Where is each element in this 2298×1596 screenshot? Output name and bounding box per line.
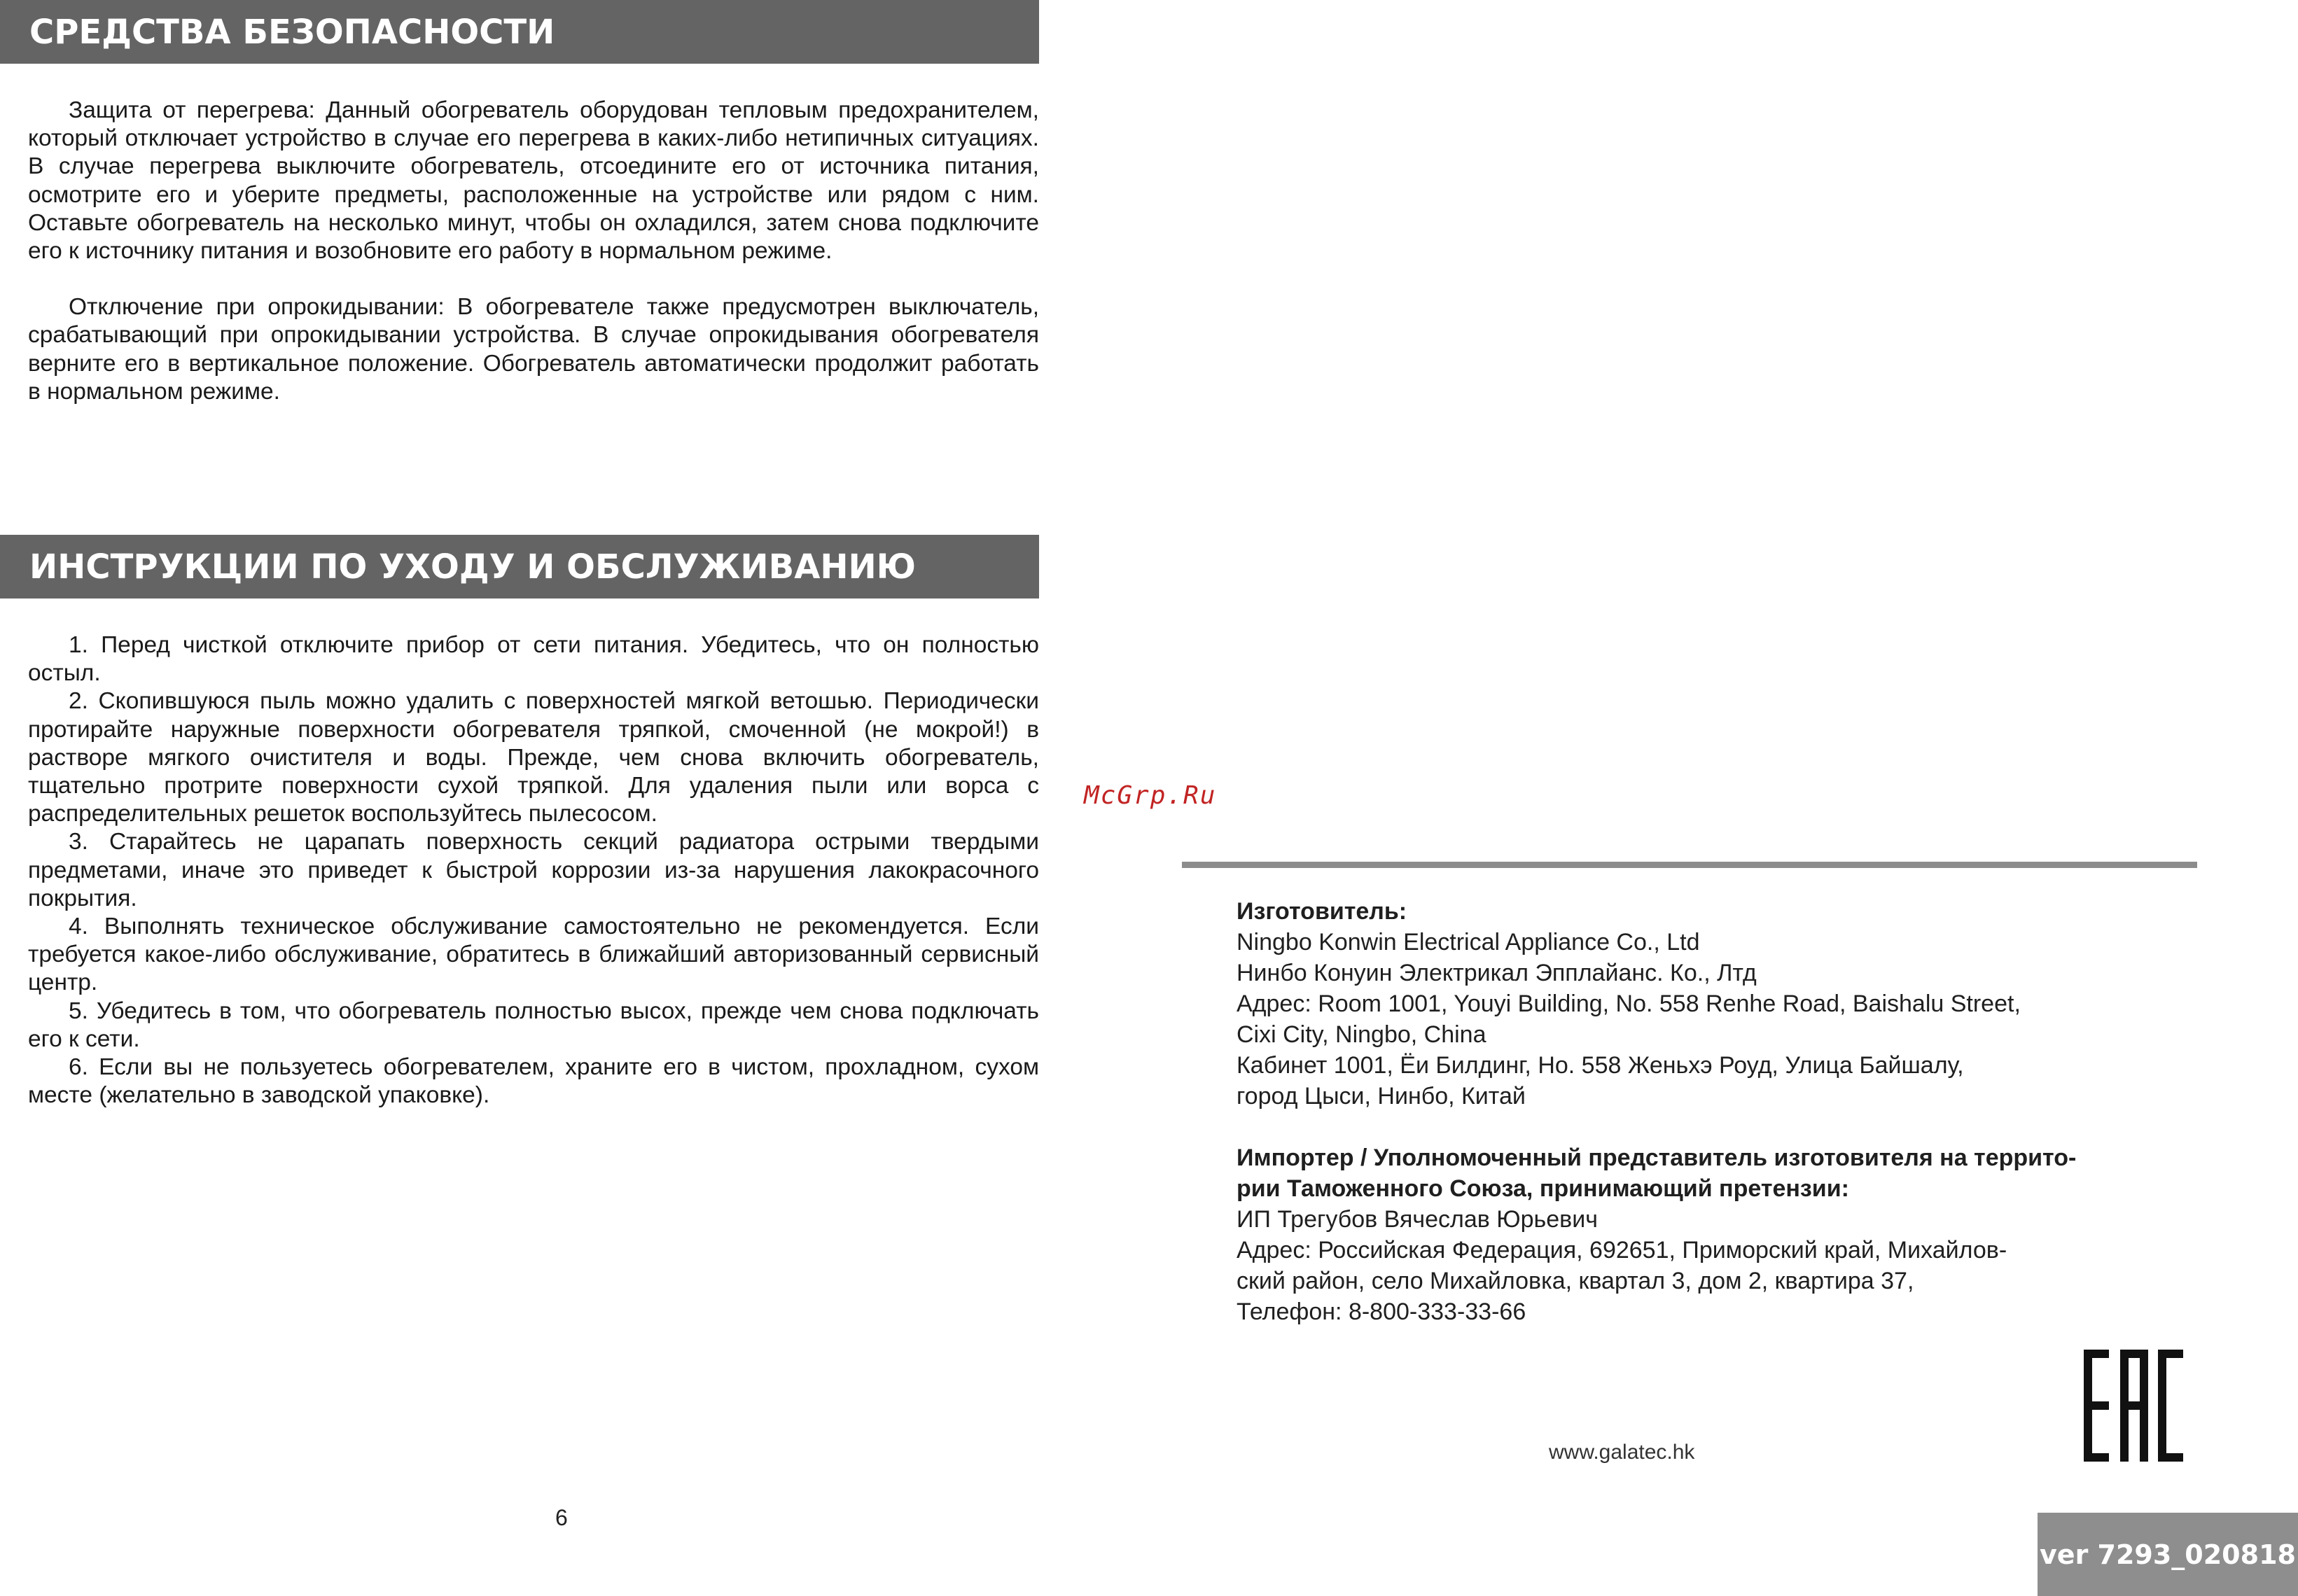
importer-line: Адрес: Российская Федерация, 692651, Приморский край, Михайлов- xyxy=(1237,1237,2007,1264)
importer-heading: Импортер / Уполномоченный представитель изготовителя на террито- xyxy=(1237,1144,2077,1171)
manufacturer-block xyxy=(1237,896,2105,1112)
manufacturer-line: Ningbo Konwin Electrical Appliance Co., Ltd xyxy=(1237,929,1700,955)
overheat-protection-paragraph: Защита от перегрева: Данный обогреватель оборудован тепловым предохранителем, который отключает устройство в случае его перегрева в каких-либо нетипичных ситуациях. В случае перегрева выключите обогреватель, отсоедините его от источника питания, осмотрите его и уберите предметы, расположенные на устройстве или рядом с ним. Оставьте обогреватель на несколько минут, чтобы он охладился, затем снова подключите его к источнику питания и возобновите его работу в нормальном режиме. xyxy=(28,97,1039,265)
importer-line: ский район, село Михайловка, квартал 3, дом 2, квартира 37, xyxy=(1237,1268,1914,1294)
manufacturer-line: Cixi City, Ningbo, China xyxy=(1237,1021,1486,1048)
importer-heading: рии Таможенного Союза, принимающий претензии: xyxy=(1237,1175,1849,1202)
version-label: ver 7293_020818 xyxy=(2040,1539,2296,1570)
website-url: www.galatec.hk xyxy=(1549,1441,1695,1464)
manufacturer-line: Кабинет 1001, Ёи Билдинг, Но. 558 Женьхэ Роуд, Улица Байшалу, xyxy=(1237,1052,1964,1079)
manufacturer-line: город Цыси, Нинбо, Китай xyxy=(1237,1083,1526,1110)
safety-section-header xyxy=(0,0,1039,64)
importer-block xyxy=(1237,1142,2105,1327)
care-section-header xyxy=(0,535,1039,598)
safety-section-title: СРЕДСТВА БЕЗОПАСНОСТИ xyxy=(29,12,555,52)
care-section-title: ИНСТРУКЦИИ ПО УХОДУ И ОБСЛУЖИВАНИЮ xyxy=(29,547,917,587)
watermark: McGrp.Ru xyxy=(1084,781,1217,810)
care-item: 3. Старайтесь не царапать поверхность секций радиатора острыми твердыми предметами, иначе это приведет к быстрой коррозии из-за нарушения лакокрасочного покрытия. xyxy=(28,829,1039,911)
care-item: 5. Убедитесь в том, что обогреватель полностью высох, прежде чем снова подключать его к сети. xyxy=(28,997,1039,1052)
care-item: 4. Выполнять техническое обслуживание самостоятельно не рекомендуется. Если требуется какое-либо обслуживание, обратитесь в ближайший авторизованный сервисный центр. xyxy=(28,913,1039,996)
importer-line: Телефон: 8-800-333-33-66 xyxy=(1237,1298,1526,1325)
care-item: 1. Перед чисткой отключите прибор от сети питания. Убедитесь, что он полностью остыл. xyxy=(28,632,1039,687)
importer-line: ИП Трегубов Вячеслав Юрьевич xyxy=(1237,1206,1598,1233)
eac-logo xyxy=(2084,1350,2183,1462)
care-item: 2. Скопившуюся пыль можно удалить с поверхностей мягкой ветошью. Периодически протирайте наружные поверхности обогревателя тряпкой, смоченной (не мокрой!) в растворе мягкого очистителя и воды. Прежде, чем снова включить обогреватель, тщательно протрите поверхности сухой тряпкой. Для удаления пыли или ворса с распределительных решеток воспользуйтесь пылесосом. xyxy=(28,688,1039,827)
care-item: 6. Если вы не пользуетесь обогревателем, храните его в чистом, прохладном, сухом месте (желательно в заводской упаковке). xyxy=(28,1054,1039,1109)
safety-text xyxy=(28,97,1039,406)
version-badge xyxy=(2038,1513,2298,1596)
divider xyxy=(1182,862,2197,868)
tip-over-protection-paragraph: Отключение при опрокидывании: В обогревателе также предусмотрен выключатель, срабатывающий при опрокидывании устройства. В случае опрокидывания обогревателя верните его в вертикальное положение. Обогреватель автоматически продолжит работать в нормальном режиме. xyxy=(28,294,1039,405)
manufacturer-line: Нинбо Конуин Электрикал Эпплайанс. Ко., Лтд xyxy=(1237,960,1757,986)
manufacturer-line: Адрес: Room 1001, Youyi Building, No. 558 Renhe Road, Baishalu Street, xyxy=(1237,990,2021,1017)
page-number: 6 xyxy=(555,1505,568,1530)
manufacturer-heading: Изготовитель: xyxy=(1237,898,1407,925)
care-instructions-list xyxy=(28,631,1039,1110)
